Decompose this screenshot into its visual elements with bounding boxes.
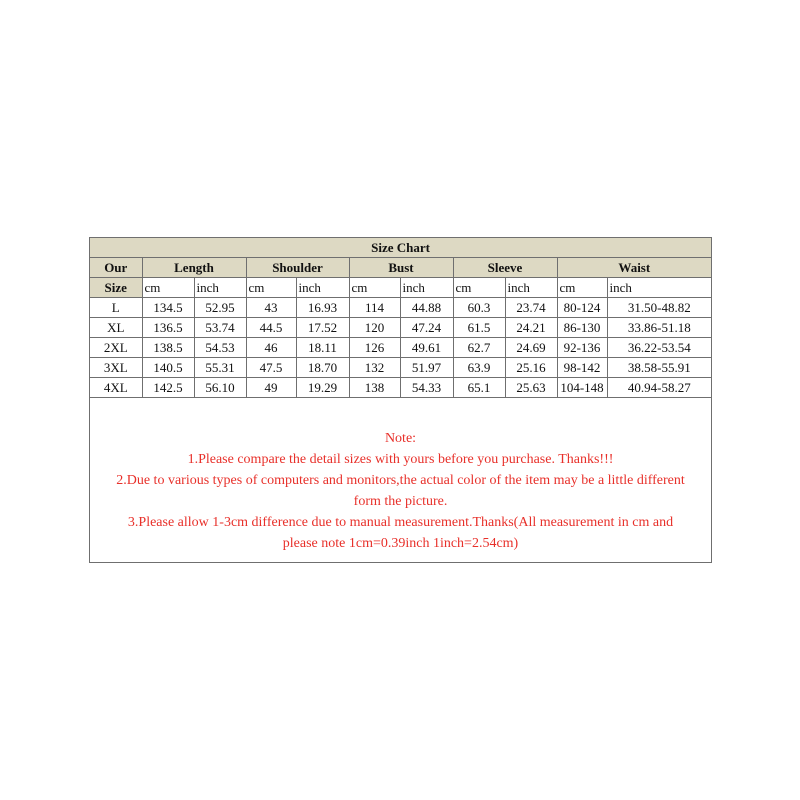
- measure-header-row: [90, 258, 711, 278]
- table-cell: 52.95: [194, 298, 246, 318]
- unit-cell: cm: [453, 278, 505, 298]
- table-cell: 86-130: [557, 318, 607, 338]
- table-cell: 49.61: [400, 338, 453, 358]
- header-bust: Bust: [349, 258, 453, 278]
- table-cell: 17.52: [296, 318, 349, 338]
- table-row: [90, 338, 711, 358]
- table-cell: 98-142: [557, 358, 607, 378]
- size-header-bottom: Size: [90, 278, 142, 298]
- table-cell: 54.33: [400, 378, 453, 398]
- table-row: [90, 378, 711, 398]
- unit-cell: inch: [400, 278, 453, 298]
- note-line: 2.Due to various types of computers and monitors,the actual color of the item may be a little different: [116, 473, 685, 488]
- table-cell: 62.7: [453, 338, 505, 358]
- table-cell: 104-148: [557, 378, 607, 398]
- unit-cell: cm: [349, 278, 400, 298]
- table-cell: 80-124: [557, 298, 607, 318]
- unit-cell: inch: [194, 278, 246, 298]
- table-cell: 19.29: [296, 378, 349, 398]
- note-line: form the picture.: [353, 494, 448, 509]
- table-cell: 138.5: [142, 338, 194, 358]
- table-cell: 142.5: [142, 378, 194, 398]
- table-cell: 56.10: [194, 378, 246, 398]
- size-label: 4XL: [90, 378, 142, 398]
- table-cell: 49: [246, 378, 296, 398]
- unit-cell: cm: [557, 278, 607, 298]
- table-cell: 92-136: [557, 338, 607, 358]
- table-cell: 53.74: [194, 318, 246, 338]
- table-cell: 16.93: [296, 298, 349, 318]
- table-cell: 114: [349, 298, 400, 318]
- note-line: 1.Please compare the detail sizes with yours before you purchase. Thanks!!!: [187, 452, 614, 467]
- table-row: [90, 318, 711, 338]
- table-cell: 51.97: [400, 358, 453, 378]
- table-cell: 46: [246, 338, 296, 358]
- note-line: 3.Please allow 1-3cm difference due to manual measurement.Thanks(All measurement in cm and: [127, 515, 674, 530]
- table-cell: 31.50-48.82: [607, 298, 711, 318]
- table-cell: 36.22-53.54: [607, 338, 711, 358]
- note-block: [90, 428, 711, 554]
- table-cell: 132: [349, 358, 400, 378]
- table-cell: 140.5: [142, 358, 194, 378]
- table-cell: 33.86-51.18: [607, 318, 711, 338]
- table-cell: 63.9: [453, 358, 505, 378]
- table-cell: 18.70: [296, 358, 349, 378]
- table-cell: 55.31: [194, 358, 246, 378]
- chart-title: Size Chart: [90, 238, 711, 258]
- title-row: [90, 238, 711, 258]
- table-cell: 40.94-58.27: [607, 378, 711, 398]
- header-length: Length: [142, 258, 246, 278]
- table-cell: 126: [349, 338, 400, 358]
- table-cell: 24.69: [505, 338, 557, 358]
- unit-cell: inch: [296, 278, 349, 298]
- size-label: 3XL: [90, 358, 142, 378]
- table-cell: 136.5: [142, 318, 194, 338]
- table-cell: 18.11: [296, 338, 349, 358]
- header-sleeve: Sleeve: [453, 258, 557, 278]
- table-cell: 134.5: [142, 298, 194, 318]
- table-cell: 38.58-55.91: [607, 358, 711, 378]
- unit-cell: cm: [246, 278, 296, 298]
- table-row: [90, 358, 711, 378]
- unit-cell: cm: [142, 278, 194, 298]
- unit-cell: inch: [607, 278, 711, 298]
- table-cell: 44.88: [400, 298, 453, 318]
- table-cell: 47.5: [246, 358, 296, 378]
- table-cell: 47.24: [400, 318, 453, 338]
- size-label: XL: [90, 318, 142, 338]
- table-cell: 61.5: [453, 318, 505, 338]
- size-chart-sheet: [89, 237, 712, 563]
- size-label: L: [90, 298, 142, 318]
- header-shoulder: Shoulder: [246, 258, 349, 278]
- table-cell: 54.53: [194, 338, 246, 358]
- table-cell: 25.63: [505, 378, 557, 398]
- unit-cell: inch: [505, 278, 557, 298]
- table-cell: 65.1: [453, 378, 505, 398]
- table-cell: 138: [349, 378, 400, 398]
- header-waist: Waist: [557, 258, 711, 278]
- note-heading: Note:: [384, 431, 417, 446]
- size-label: 2XL: [90, 338, 142, 358]
- unit-header-row: [90, 278, 711, 298]
- table-row: [90, 298, 711, 318]
- table-cell: 25.16: [505, 358, 557, 378]
- table-cell: 43: [246, 298, 296, 318]
- note-line: please note 1cm=0.39inch 1inch=2.54cm): [282, 536, 519, 551]
- table-cell: 44.5: [246, 318, 296, 338]
- table-cell: 23.74: [505, 298, 557, 318]
- size-header-top: Our: [90, 258, 142, 278]
- table-cell: 24.21: [505, 318, 557, 338]
- table-cell: 120: [349, 318, 400, 338]
- table-cell: 60.3: [453, 298, 505, 318]
- size-chart-table: [90, 238, 711, 398]
